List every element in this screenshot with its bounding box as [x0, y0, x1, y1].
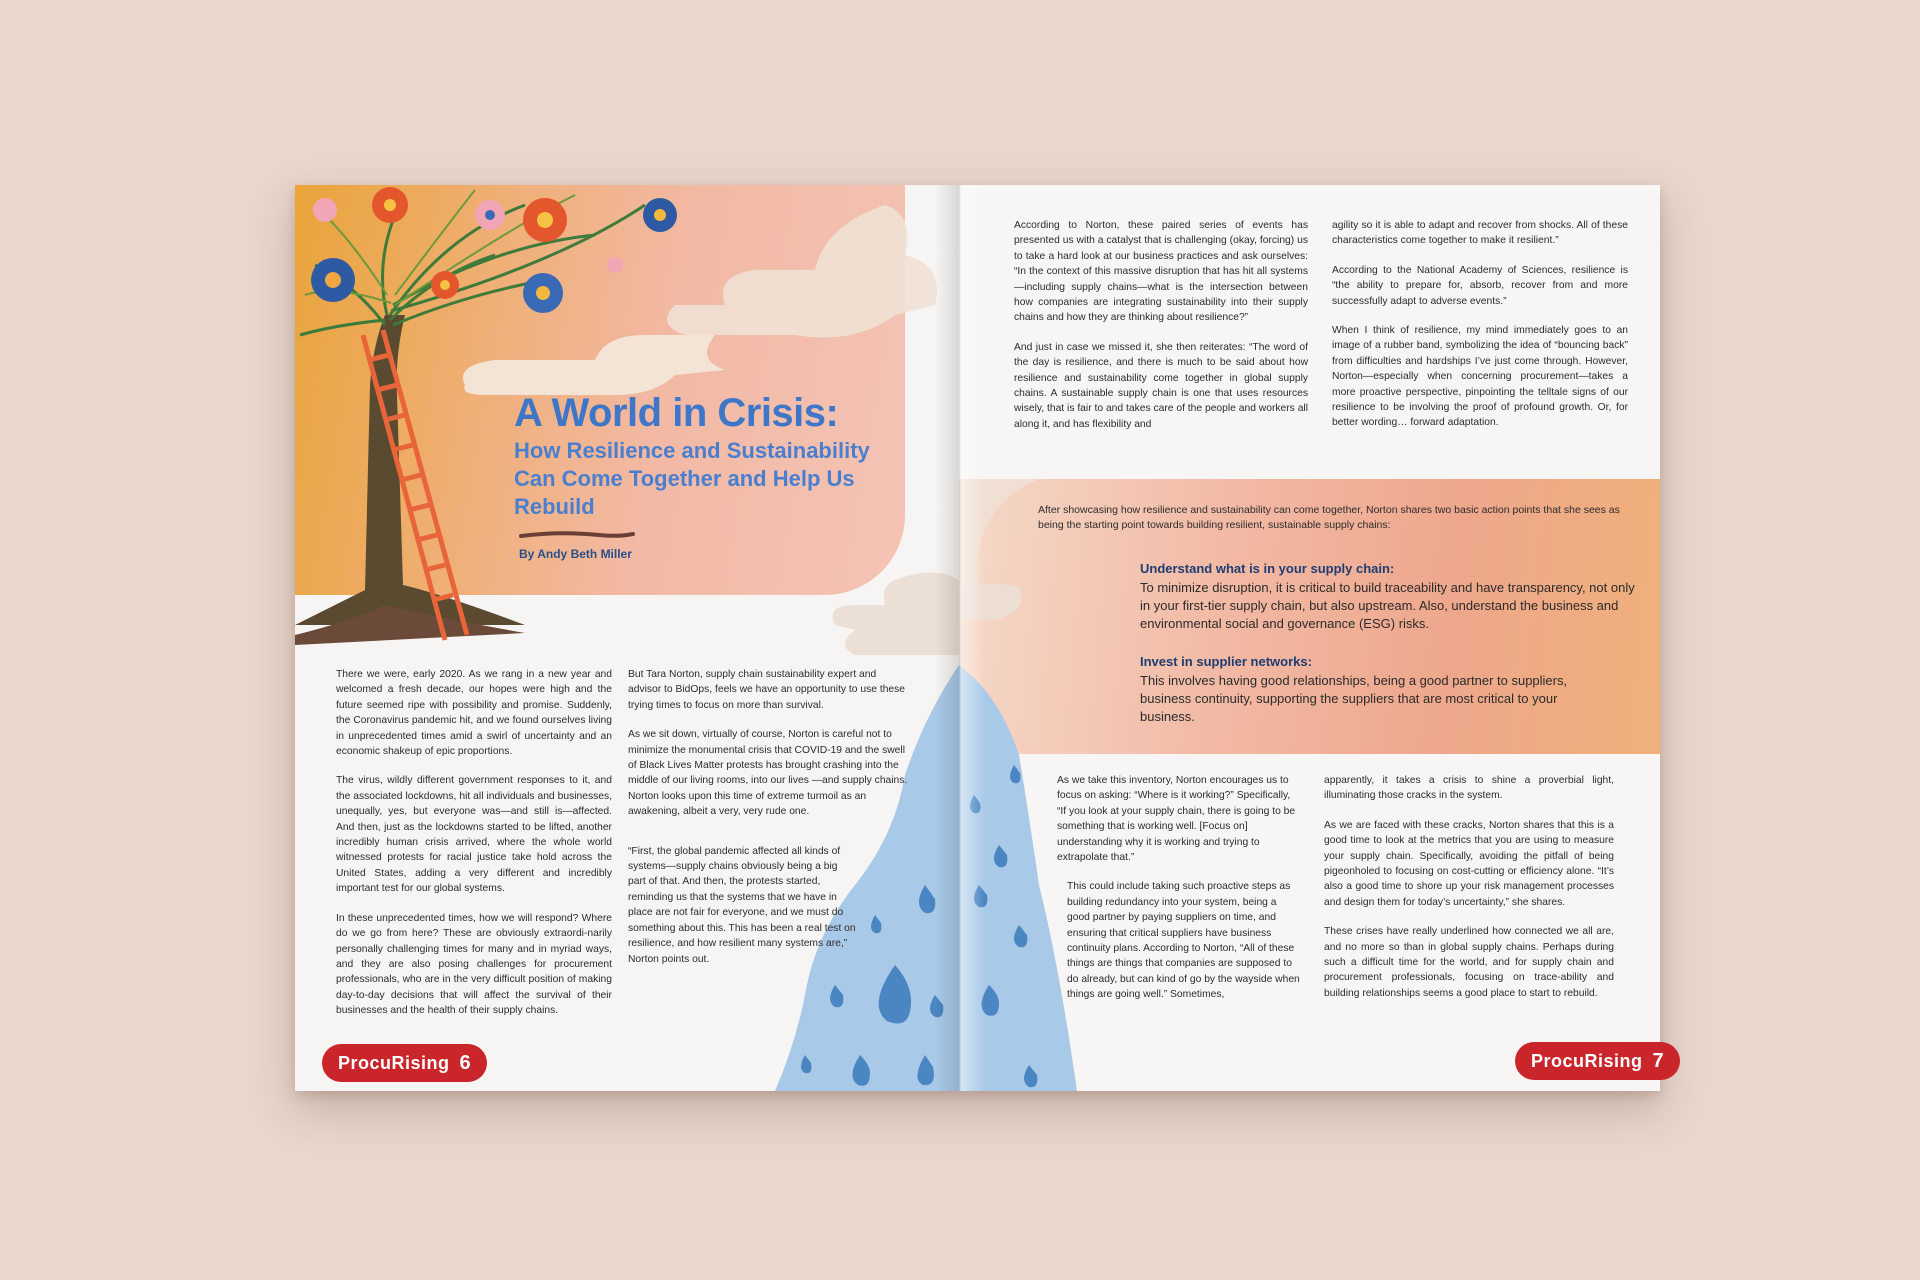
paragraph: As we sit down, virtually of course, Norton is careful not to minimize the monumental crisis that COVID-19 and the swell of Black Lives Matter protests has brought crashing into the middle of our living rooms, into our lives —and supply chains. Norton looks upon this time of extreme turmoil as an awakening, albeit a very, very rude one.	[628, 729, 908, 818]
paragraph: There we were, early 2020. As we rang in a new year and welcomed a fresh decade, our hopes were high and the future seemed ripe with possibility and promise. Suddenly, the Coronavirus pandemic hit, and we found ourselves living in unprecedented times amid a swirl of uncertainty and an economic shakeup of epic proportions.	[336, 669, 612, 758]
callout-point-1-body: To minimize disruption, it is critical to build traceability and have transparency, not only in your first-tier supply chain, but also upstream. Also, understand the business and environmental social and governance (ESG) risks.	[1140, 580, 1635, 631]
paragraph: agility so it is able to adapt and recover from shocks. All of these characteristics come together to make it resilient.”	[1332, 220, 1628, 247]
paragraph: As we are faced with these cracks, Norton shares that this is a good time to look at the metrics that you are using to measure your supply chain. Specifically, avoiding the pitfall of being pigeonholed to focusing on cost-cutting or efficiency alone. “It’s also a good time to shore up your risk management processes and design them for today’s uncertainty,” she shares.	[1324, 819, 1614, 908]
byline: By Andy Beth Miller	[519, 547, 632, 561]
right-column-1	[1014, 218, 1308, 446]
paragraph: And just in case we missed it, she then reiterates: “The word of the day is resilience, and there is much to be said about how resilience and sustainability come together in global supply chains. A sustainable supply chain is one that uses resources wisely, that is fair to and takes care of the people and workers all along it, and has flexibility and	[1014, 341, 1308, 430]
page-footer-badge	[322, 1044, 487, 1082]
callout-intro: After showcasing how resilience and sustainability can come together, Norton shares two basic action points that she sees as being the starting point towards building resilient, sustainable supply chains:	[1038, 504, 1620, 531]
paragraph: apparently, it takes a crisis to shine a proverbial light, illuminating those cracks in the system.	[1324, 775, 1614, 802]
brand-name: ProcuRising	[1531, 1051, 1643, 1071]
paragraph: When I think of resilience, my mind immediately goes to an image of a rubber band, symbolizing the idea of “bouncing back” from difficulties and hardships I’ve just come through. However, Norton—especially when concerning procurement—takes a more proactive perspective, pinpointing the telltale signs of our resilience to be involving the proof of profound growth. Or, for better wording… forward adaptation.	[1332, 325, 1628, 429]
left-column-2	[628, 667, 910, 981]
paragraph: This could include taking such proactive steps as building redundancy into your system, being a good partner by paying suppliers on time, and ensuring that critical suppliers have business continuity plans. According to Norton, “All of these things are things that companies are supposed to do already, but can kind of go by the wayside when things are going well.” Sometimes,	[1067, 881, 1300, 1001]
page-number: 7	[1652, 1050, 1665, 1072]
left-column-1	[336, 667, 612, 1033]
article-title: A World in Crisis:	[514, 391, 839, 435]
callout-point-2-body: This involves having good relationships, being a good partner to suppliers, business continuity, supporting the suppliers that are most critical to your business.	[1140, 673, 1568, 724]
page-footer-badge	[1515, 1042, 1680, 1080]
paragraph: “First, the global pandemic affected all kinds of systems—supply chains obviously being a big part of that. And then, the protests started, reminding us that the systems that we have in place are not fair for everyone, and we must do something about this. This has been a real test on resilience, and how resilient many systems are,” Norton points out.	[628, 845, 856, 965]
page-right	[959, 185, 1665, 1091]
paragraph: But Tara Norton, supply chain sustainability expert and advisor to BidOps, feels we have an opportunity to use these trying times to focus on more than survival.	[628, 669, 906, 711]
paragraph: In these unprecedented times, how we will respond? Where do we go from here? These are obviously extraordi-narily personally challenging times for many and in myriad ways, and they are also posing challenges for procurement professionals, who are in the very difficult position of making day-to-day decisions that will affect the survival of their businesses and the health of their supply chains.	[336, 912, 612, 1017]
callout-point-2-heading: Invest in supplier networks:	[1140, 654, 1312, 669]
paragraph: The virus, wildly different government responses to it, and the associated lockdowns, hit all individuals and businesses, unequally, yes, but everyone was—and still is—affected. And then, just as the lockdowns started to be lifted, another incredibly human crisis arrived, where the whole world witnessed protests for racial justice take hold across the United States, adding a very different and incredibly important test for our global systems.	[336, 775, 612, 895]
right-column-2	[1332, 218, 1628, 445]
flower-icon	[311, 187, 677, 313]
paragraph: These crises have really underlined how connected we all are, and no more so than in global supply chains. Perhaps during such a difficult time for the world, and for supply chain and procurement professionals, focusing on trace-ability and building relationships seems a good place to start to rebuild.	[1324, 926, 1614, 999]
article-subtitle: How Resilience and Sustainability Can Come Together and Help Us Rebuild	[514, 438, 870, 519]
paragraph: According to the National Academy of Sciences, resilience is “the ability to prepare for, absorb, recover from and more successfully adapt to adverse events.”	[1332, 264, 1628, 307]
page-number: 6	[459, 1052, 472, 1074]
paragraph: As we take this inventory, Norton encourages us to focus on asking: “Where is it working?” Specifically, “If you look at your supply chain, there is going to be something that is working well. [Focus on] understanding why it is working and trying to extrapolate that.”	[1057, 775, 1296, 864]
title-underline	[519, 531, 635, 539]
paragraph: According to Norton, these paired series of events has presented us with a catalyst that is challenging (okay, forcing) us to take a hard look at our business practices and ask ourselves: “In the context of this massive disruption that has hit all systems—including supply chains—what is the intersection between how companies are integrating sustainability into their supply chains and how they are thinking about resilience?”	[1014, 220, 1308, 324]
right-column-4	[1324, 773, 1614, 1015]
callout-point-1-heading: Understand what is in your supply chain:	[1140, 561, 1395, 576]
right-column-3	[1057, 773, 1302, 1017]
page-left	[295, 185, 959, 1091]
magazine-spread	[295, 185, 1665, 1091]
brand-name: ProcuRising	[338, 1053, 450, 1073]
